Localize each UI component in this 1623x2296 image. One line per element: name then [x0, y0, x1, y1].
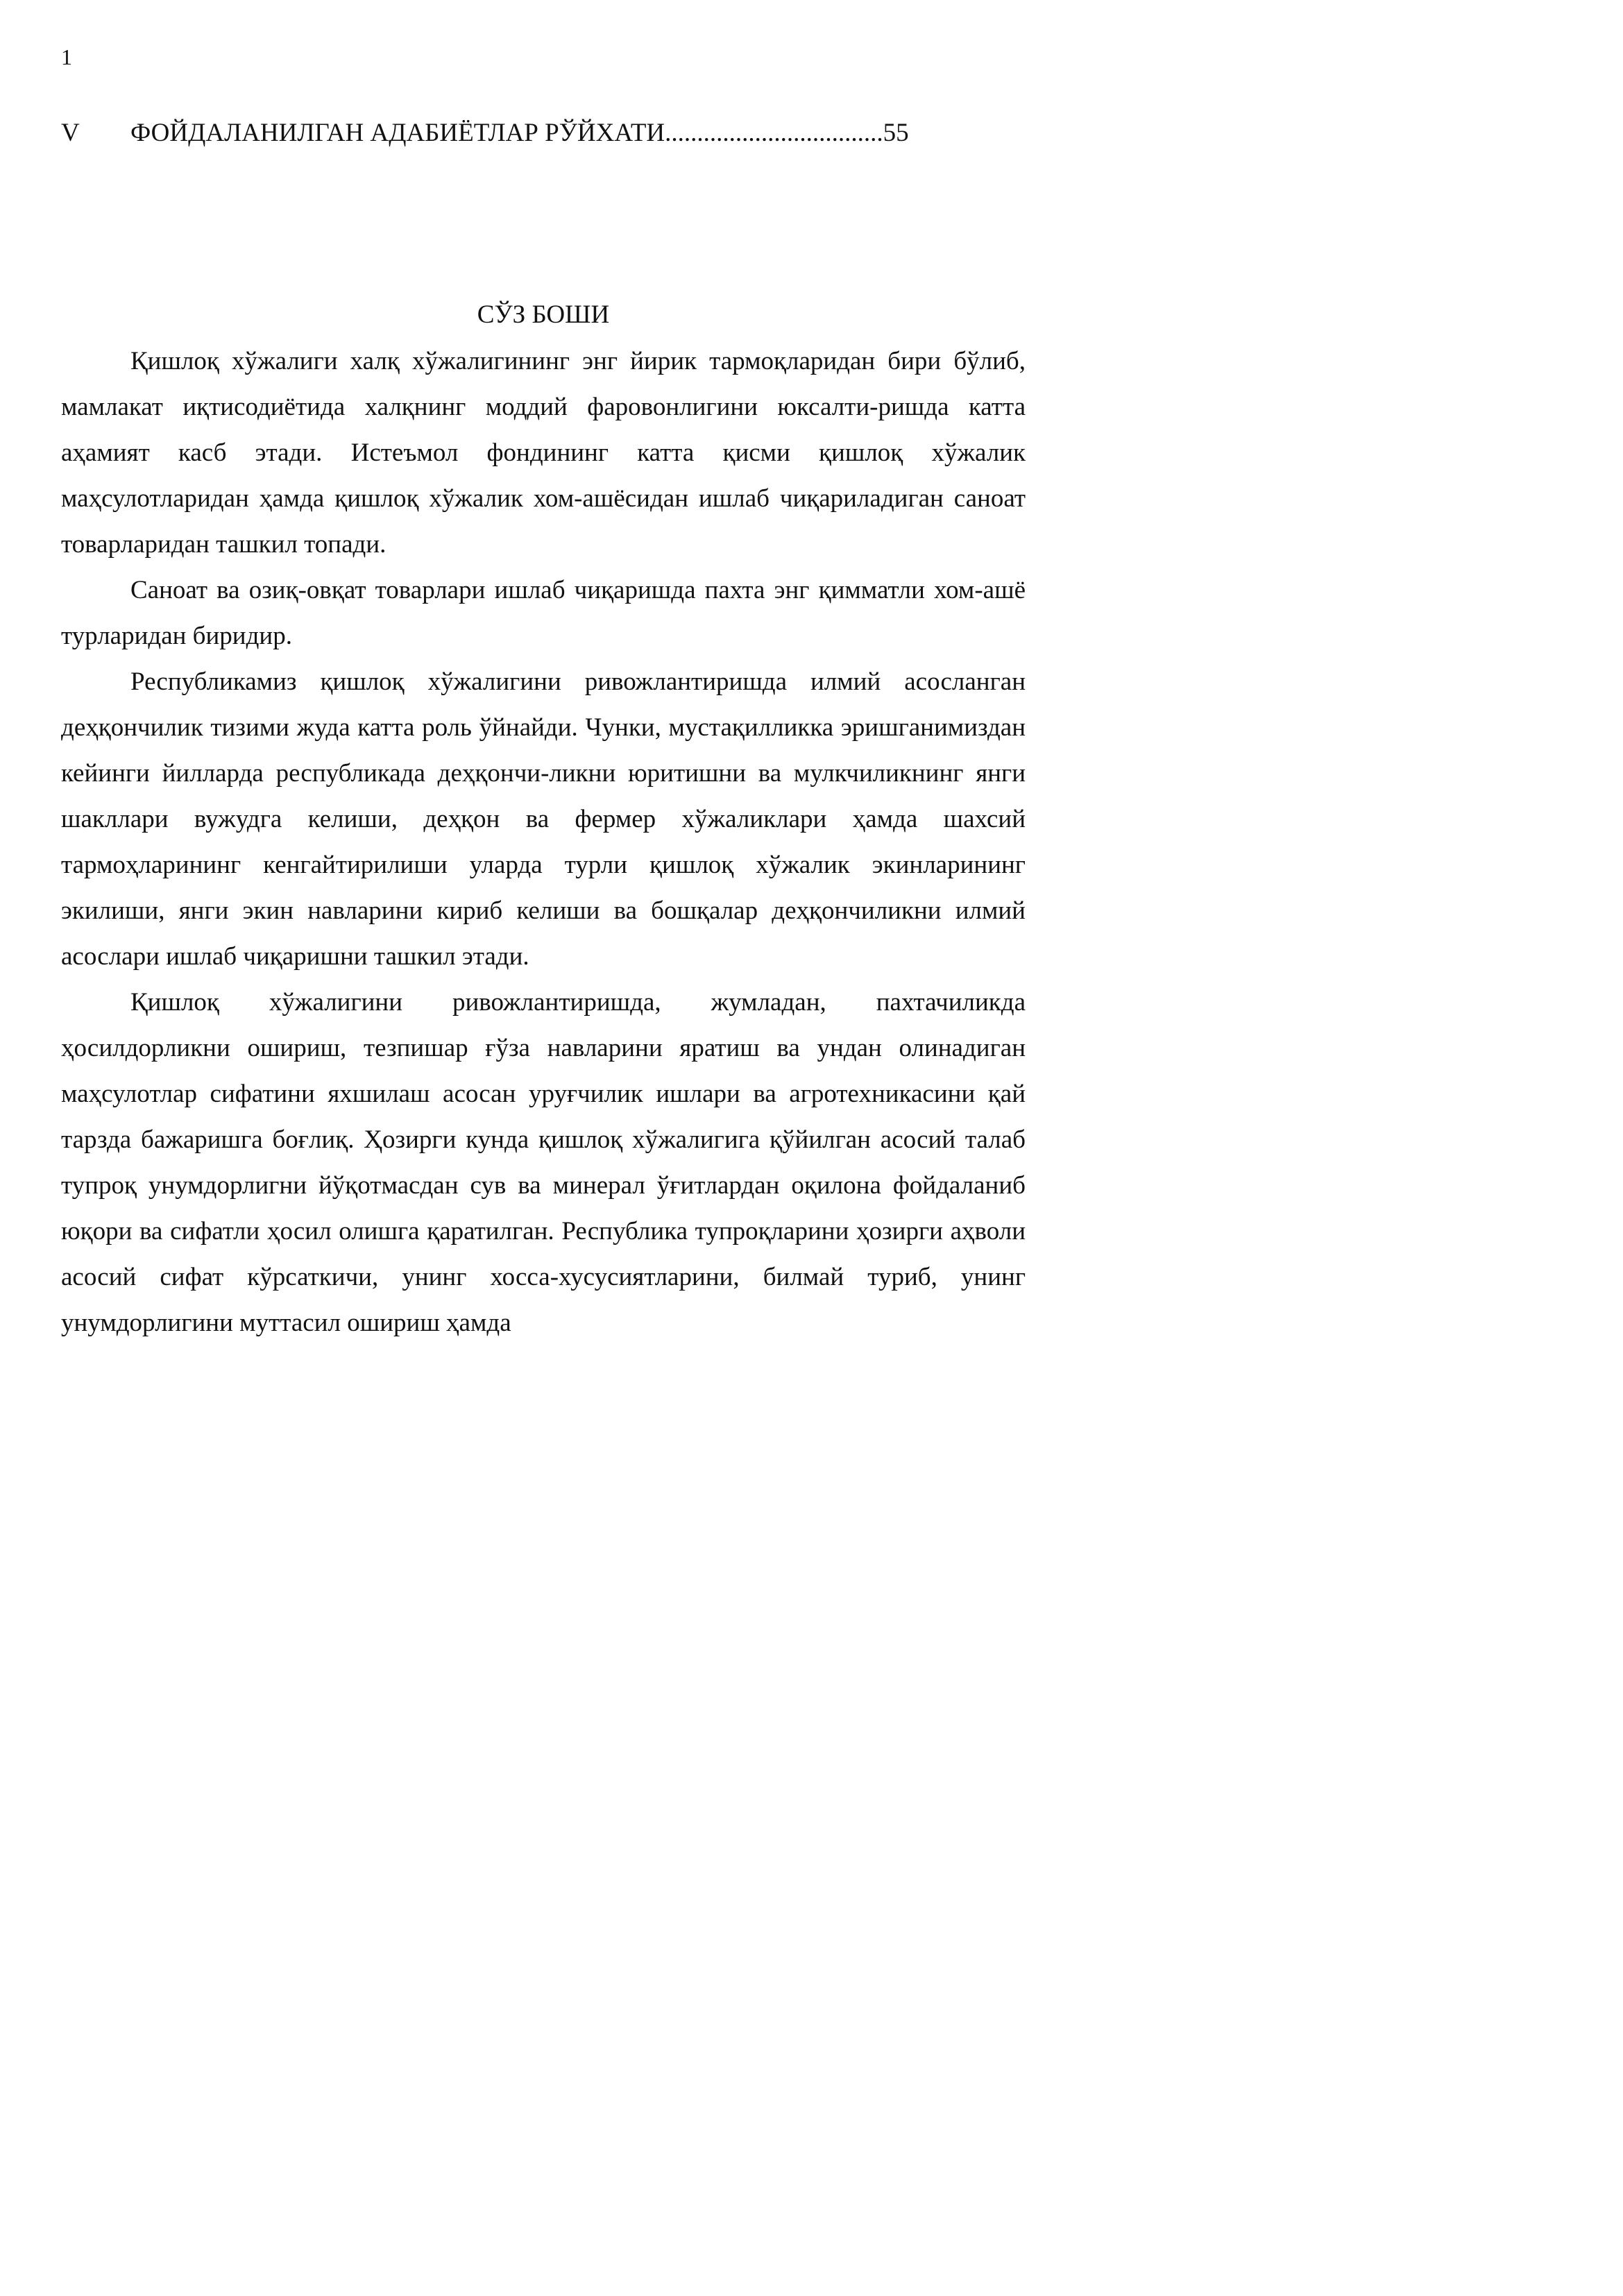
paragraph: Саноат ва озиқ-овқат товарлари ишлаб чиқаришда пахта энг қимматли хом-ашё турларидан биридир.	[61, 576, 1026, 650]
toc-entry-leader: ..................................	[665, 119, 883, 147]
toc-entry	[61, 117, 909, 150]
page-number: 1	[61, 44, 72, 69]
paragraph: Қишлоқ хўжалигини ривожлантиришда, жумладан, пахтачиликда ҳосилдорликни ошириш, тезпишар ғўза навларини яратиш ва ундан олинадиган маҳсулотлар сифатини яхшилаш асосан уруғчилик ишлари ва агротехникасини қай тарзда бажаришга боғлиқ. Ҳозирги кунда қишлоқ хўжалигига қўйилган асосий талаб тупроқ унумдорлигни йўқотмасдан сув ва минерал ўғитлардан оқилона фойдаланиб юқори ва сифатли ҳосил олишга қаратилган. Республика тупроқларини ҳозирги аҳволи асосий сифат кўрсаткичи, унинг хосса-хусусиятларини, билмай туриб, унинг унумдорлигини муттасил ошириш ҳамда	[61, 988, 1026, 1337]
paragraph: Республикамиз қишлоқ хўжалигини ривожлантиришда илмий асосланган деҳқончилик тизими жуда катта роль ўйнайди. Чунки, мустақилликка эришганимиздан кейинги йилларда республикада деҳқончи-ликни юритишни ва мулкчиликнинг янги шакллари вужудга келиши, деҳқон ва фермер хўжаликлари ҳамда шахсий тармоҳларининг кенгайтирилиши уларда турли қишлоқ хўжалик экинларининг экилиши, янги экин навларини кириб келиши ва бошқалар деҳқончиликни илмий асослари ишлаб чиқаришни ташкил этади.	[61, 667, 1026, 971]
toc-entry-page: 55	[883, 119, 909, 147]
paragraph: Қишлоқ хўжалиги халқ хўжалигининг энг йирик тармоқларидан бири бўлиб, мамлакат иқтисодиётида халқнинг моддий фаровонлигини юксалти-ришда катта аҳамият касб этади. Истеъмол фондининг катта қисми қишлоқ хўжалик маҳсулотларидан ҳамда қишлоқ хўжалик хом-ашёсидан ишлаб чиқариладиган саноат товарларидан ташкил топади.	[61, 347, 1026, 559]
foreword-section	[61, 298, 1026, 1346]
toc-entry-number: V	[61, 119, 80, 147]
toc-entry-title: ФОЙДАЛАНИЛГАН АДАБИЁТЛАР РЎЙХАТИ	[130, 119, 665, 147]
section-heading: СЎЗ БОШИ	[477, 300, 610, 329]
